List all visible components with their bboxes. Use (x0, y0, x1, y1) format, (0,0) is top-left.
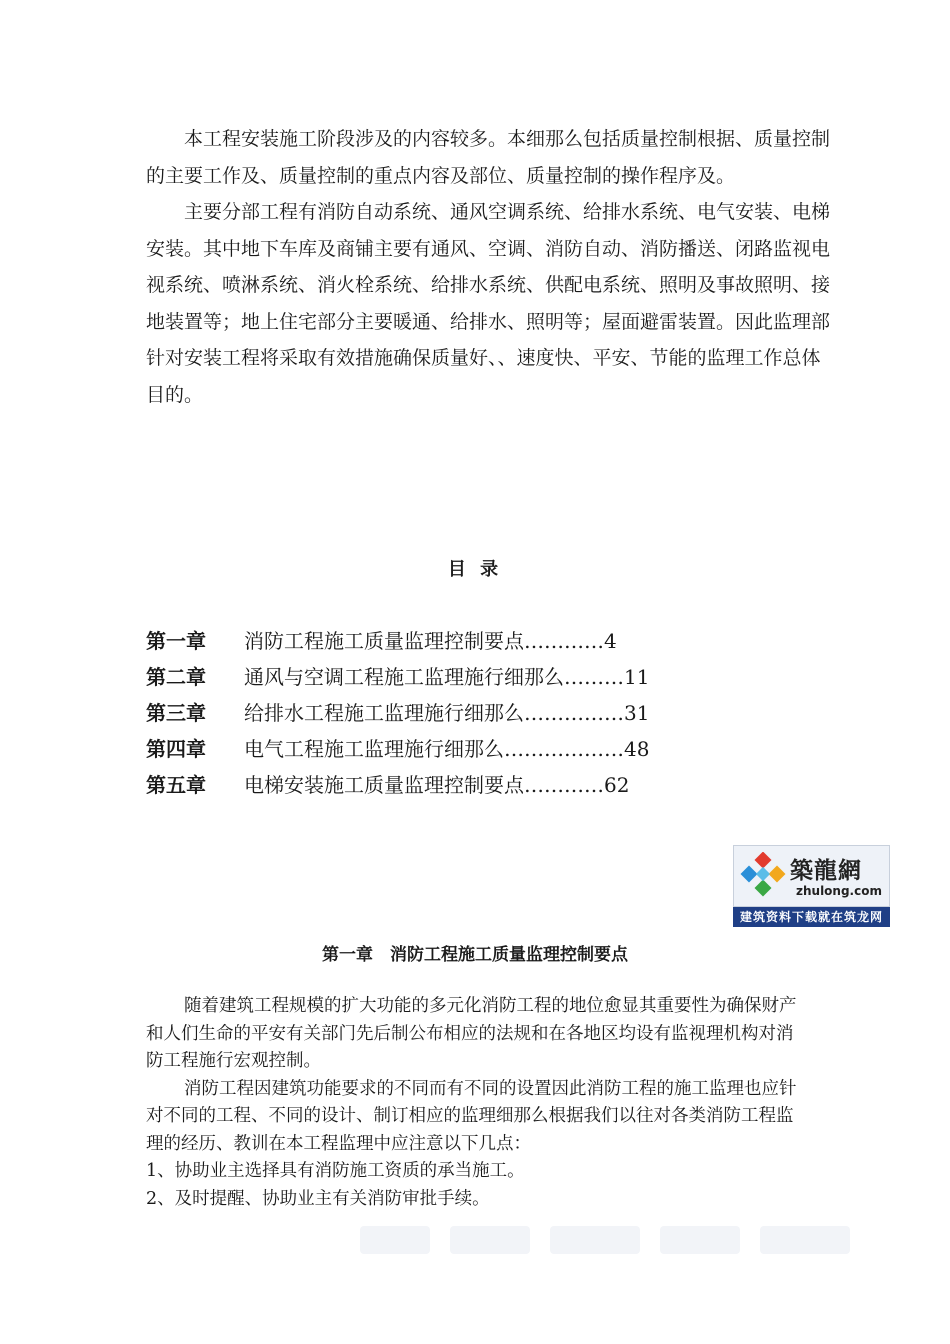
logo-slogan: 建筑资料下载就在筑龙网 (733, 907, 890, 927)
toc-entry[interactable] (146, 621, 746, 657)
toc-entry[interactable] (146, 693, 746, 729)
zhulong-logo-icon (739, 852, 787, 900)
toc-chapter-number: 第四章 (146, 736, 206, 761)
list-item: 1、协助业主选择具有消防施工资质的承当施工。 (146, 1161, 525, 1181)
toc-entry[interactable] (146, 729, 746, 765)
toc-chapter-title: 给排水工程施工监理施行细那么……………31 (244, 700, 650, 725)
body-paragraph: 消防工程因建筑功能要求的不同而有不同的设置因此消防工程的施工监理也应针对不同的工程、不同的设计、制订相应的监理细那么根据我们以往对各类消防工程监理的经历、教训在本工程监理中应注意以下几点： (146, 1078, 797, 1154)
logo-domain: zhulong.com (796, 884, 882, 898)
toc-entry[interactable] (146, 765, 746, 801)
list-item: 2、及时提醒、协助业主有关消防审批手续。 (146, 1188, 490, 1209)
toc-chapter-number: 第一章 (146, 628, 206, 653)
toc-chapter-title: 通风与空调工程施工监理施行细那么………11 (244, 664, 650, 689)
toc-title: 目 录 (447, 559, 503, 580)
toc-chapter-number: 第二章 (146, 664, 206, 689)
chapter-body (146, 993, 810, 1213)
toc-entry[interactable] (146, 657, 746, 693)
faded-watermark (360, 1222, 860, 1258)
logo-name: 築龍網 (790, 858, 862, 884)
toc-chapter-title: 电梯安装施工质量监理控制要点…………62 (244, 772, 630, 797)
intro-paragraph: 主要分部工程有消防自动系统、通风空调系统、给排水系统、电气安装、电梯安装。其中地下车库及商铺主要有通风、空调、消防自动、消防播送、闭路监视电视系统、喷淋系统、消火栓系统、给排水系统、供配电系统、照明及事故照明、接地装置等；地上住宅部分主要暖通、给排水、照明等；屋面避雷装置。因此监理部针对安装工程将采取有效措施确保质量好、、速度快、平安、节能的监理工作总体目的。 (146, 201, 831, 406)
body-paragraph: 随着建筑工程规模的扩大功能的多元化消防工程的地位愈显其重要性为确保财产和人们生命的平安有关部门先后制公布相应的法规和在各地区均设有监视理机构对消防工程施行宏观控制。 (146, 996, 797, 1071)
table-of-contents (146, 621, 746, 801)
toc-chapter-number: 第五章 (146, 772, 206, 797)
intro-paragraph: 本工程安装施工阶段涉及的内容较多。本细那么包括质量控制根据、质量控制的主要工作及、质量控制的重点内容及部位、质量控制的操作程序及。 (146, 128, 831, 187)
zhulong-logo[interactable] (733, 845, 890, 927)
toc-chapter-title: 电气工程施工监理施行细那么………………48 (244, 736, 650, 761)
logo-banner (733, 845, 890, 907)
toc-chapter-title: 消防工程施工质量监理控制要点…………4 (244, 628, 617, 653)
chapter-title: 第一章 消防工程施工质量监理控制要点 (322, 945, 628, 965)
intro-section (146, 121, 836, 413)
toc-chapter-number: 第三章 (146, 700, 206, 725)
